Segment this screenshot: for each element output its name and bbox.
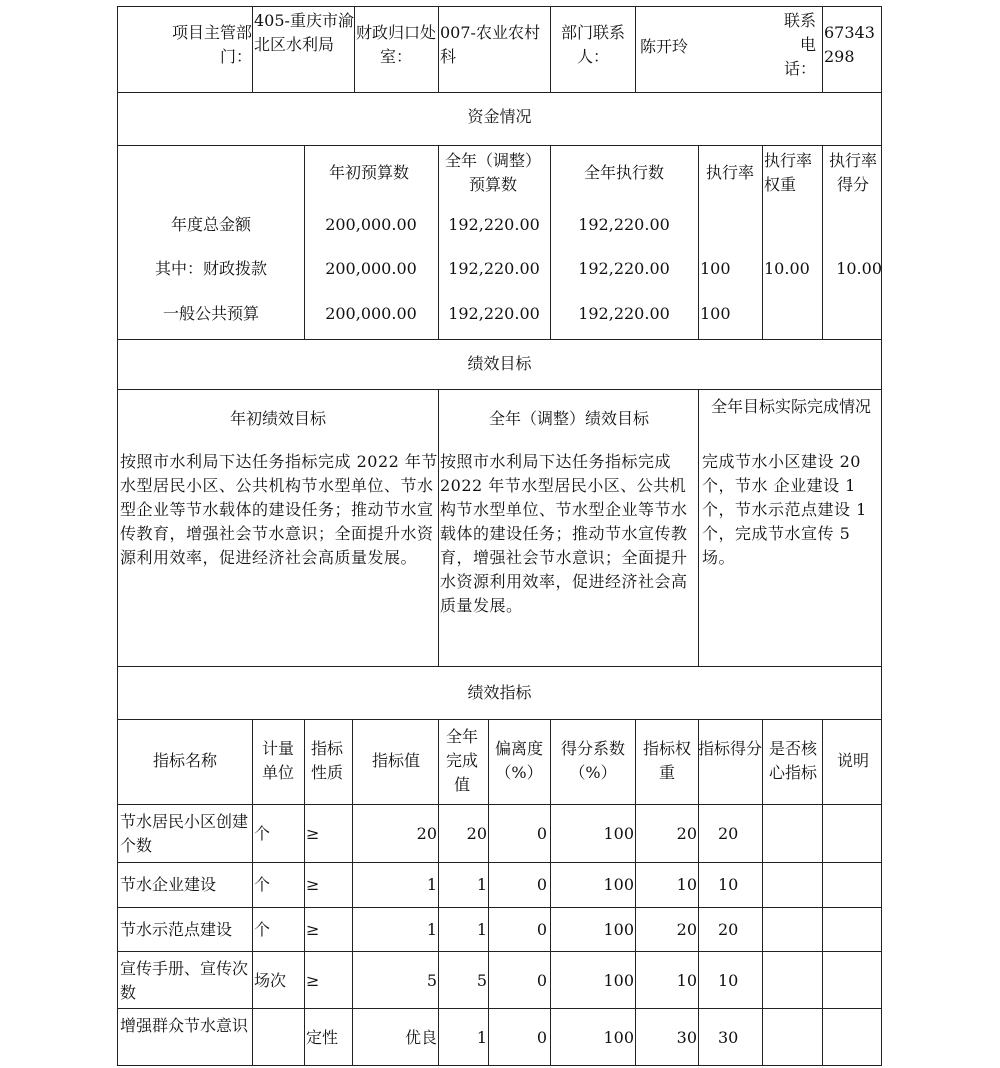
ind-head-coef: 得分系数（%）	[560, 739, 625, 782]
ind-cell-score: 20	[718, 920, 739, 939]
goals-actual-text: 完成节水小区建设 20 个，节水 企业建设 1 个，节水示范点建设 1 个，完成节水宣传 5 场。	[702, 452, 867, 567]
contact-label: 部门联系人：	[560, 23, 625, 66]
goals-initial-text: 按照市水利局下达任务指标完成 2022 年节水型居民小区、公共机构节水型单位、节水型企业等节水载体的建设任务；推动节水宣传教育，增强社会节水意识；全面提升水资源利用效率，促进经济社会高质量发展。	[120, 452, 438, 567]
funds-col-initial: 年初预算数	[328, 163, 409, 182]
funds-cell-rate: 100	[700, 259, 731, 278]
ind-cell-name: 增强群众节水意识	[120, 1016, 249, 1035]
performance-report-table	[117, 6, 882, 1066]
ind-cell-unit: 个	[254, 824, 271, 843]
goals-col-adjusted: 全年（调整）绩效目标	[488, 409, 649, 428]
ind-cell-completed: 5	[476, 971, 487, 990]
ind-cell-score: 30	[718, 1028, 739, 1047]
ind-head-unit: 计量单位	[261, 739, 294, 782]
ind-cell-name: 宣传手册、宣传次数	[120, 959, 249, 1002]
ind-cell-coef: 100	[603, 875, 634, 894]
funds-cell-rate: 100	[700, 304, 731, 323]
ind-cell-score: 20	[718, 824, 739, 843]
finance-label: 财政归口处室：	[356, 23, 437, 66]
ind-cell-nature: ≥	[306, 824, 320, 843]
ind-cell-value: 20	[416, 824, 437, 843]
funds-section-title: 资金情况	[467, 107, 532, 126]
ind-cell-name: 节水企业建设	[120, 875, 217, 894]
ind-cell-weight: 10	[676, 971, 697, 990]
funds-cell-initial: 200,000.00	[325, 259, 417, 278]
funds-cell-initial: 200,000.00	[325, 304, 417, 323]
funds-cell-weight: 10.00	[764, 259, 810, 278]
ind-head-core: 是否核心指标	[768, 739, 817, 782]
funds-col-score: 执行率得分	[828, 151, 877, 194]
funds-col-rate: 执行率	[705, 163, 754, 182]
goals-col-actual: 全年目标实际完成情况	[710, 397, 871, 416]
ind-cell-name: 节水居民小区创建个数	[120, 812, 249, 855]
ind-cell-weight: 20	[676, 920, 697, 939]
ind-cell-weight: 10	[676, 875, 697, 894]
funds-row-label: 一般公共预算	[162, 304, 259, 323]
ind-cell-value: 1	[426, 875, 437, 894]
ind-cell-value: 优良	[404, 1028, 437, 1047]
ind-cell-coef: 100	[603, 971, 634, 990]
ind-cell-unit: 个	[254, 875, 271, 894]
ind-cell-coef: 100	[603, 1028, 634, 1047]
dept-value: 405-重庆市渝北区水利局	[254, 11, 354, 54]
funds-cell-adjusted: 192,220.00	[448, 259, 540, 278]
phone-label: 联系电话：	[783, 11, 816, 78]
funds-row-label: 年度总金额	[170, 215, 251, 234]
ind-cell-value: 1	[426, 920, 437, 939]
funds-cell-adjusted: 192,220.00	[448, 304, 540, 323]
funds-cell-initial: 200,000.00	[325, 215, 417, 234]
ind-cell-deviation: 0	[536, 824, 547, 843]
ind-head-name: 指标名称	[152, 751, 217, 770]
ind-cell-deviation: 0	[536, 920, 547, 939]
ind-cell-deviation: 0	[536, 875, 547, 894]
funds-cell-executed: 192,220.00	[578, 304, 670, 323]
phone-value: 67343298	[824, 23, 875, 66]
ind-head-deviation: 偏离度（%）	[494, 739, 543, 782]
funds-cell-score: 10.00	[836, 259, 882, 278]
ind-cell-nature: 定性	[306, 1028, 339, 1047]
funds-cell-executed: 192,220.00	[578, 215, 670, 234]
ind-cell-unit: 个	[254, 920, 271, 939]
ind-head-score: 指标得分	[698, 739, 763, 758]
ind-cell-coef: 100	[603, 824, 634, 843]
funds-col-executed: 全年执行数	[583, 163, 664, 182]
ind-head-completed: 全年完成值	[446, 727, 479, 794]
ind-cell-nature: ≥	[306, 920, 320, 939]
ind-cell-value: 5	[426, 971, 437, 990]
ind-cell-weight: 30	[676, 1028, 697, 1047]
ind-cell-score: 10	[718, 875, 739, 894]
ind-cell-score: 10	[718, 971, 739, 990]
ind-cell-deviation: 0	[536, 1028, 547, 1047]
goals-adjusted-text: 按照市水利局下达任务指标完成 2022 年节水型居民小区、公共机构节水型单位、节水型企业等节水载体的建设任务；推动节水宣传教育，增强社会节水意识；全面提升水资源利用效率，促进经济社会高质量发展。	[440, 452, 688, 615]
ind-cell-completed: 1	[476, 920, 487, 939]
goals-col-initial: 年初绩效目标	[229, 409, 326, 428]
funds-col-adjusted: 全年（调整）预算数	[444, 151, 541, 194]
ind-cell-name: 节水示范点建设	[120, 920, 233, 939]
ind-cell-unit: 场次	[254, 971, 287, 990]
dept-label: 项目主管部门：	[171, 23, 252, 66]
funds-cell-executed: 192,220.00	[578, 259, 670, 278]
ind-cell-coef: 100	[603, 920, 634, 939]
ind-cell-completed: 20	[466, 824, 487, 843]
contact-value: 陈开玲	[640, 37, 689, 56]
ind-cell-nature: ≥	[306, 971, 320, 990]
goals-section-title: 绩效目标	[467, 354, 532, 373]
funds-col-weight: 执行率权重	[764, 151, 813, 194]
funds-cell-adjusted: 192,220.00	[448, 215, 540, 234]
ind-head-note: 说明	[836, 751, 869, 770]
ind-cell-completed: 1	[476, 1028, 487, 1047]
ind-head-value: 指标值	[371, 751, 420, 770]
finance-value: 007-农业农村科	[440, 23, 540, 66]
indicators-section-title: 绩效指标	[467, 683, 532, 702]
ind-cell-weight: 20	[676, 824, 697, 843]
funds-row-label: 其中：财政拨款	[154, 259, 267, 278]
ind-cell-nature: ≥	[306, 875, 320, 894]
ind-cell-completed: 1	[476, 875, 487, 894]
ind-head-weight: 指标权重	[642, 739, 691, 782]
ind-cell-deviation: 0	[536, 971, 547, 990]
ind-head-nature: 指标性质	[310, 739, 343, 782]
